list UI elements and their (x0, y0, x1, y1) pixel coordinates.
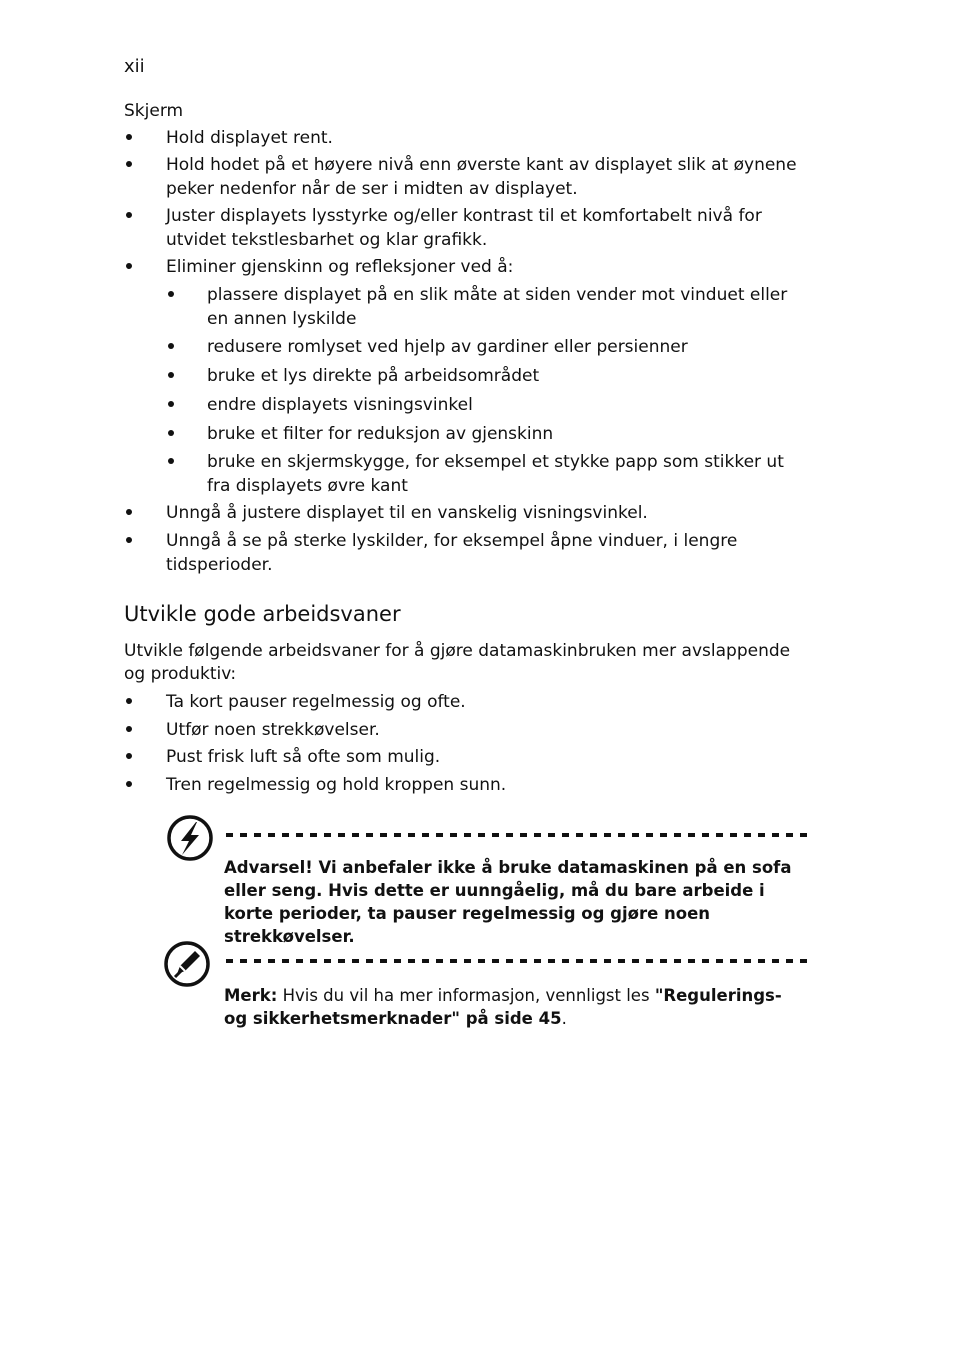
page-number: xii (124, 56, 145, 77)
bullet-dot (126, 134, 132, 140)
bullet-dot (126, 781, 132, 787)
note-label: Merk: (224, 986, 278, 1005)
list-item: Juster displayets lysstyrke og/eller kontrast til et komfortabelt nivå for utvidet tekstlesbarhet og klar grafikk. (166, 206, 762, 250)
bullet-dot (126, 212, 132, 218)
list-item: bruke et filter for reduksjon av gjenskinn (207, 424, 554, 444)
warning-lightning-icon (166, 814, 214, 867)
bullet-dot (168, 430, 174, 436)
list-item: Utfør noen strekkøvelser. (166, 720, 380, 740)
list-item: Tren regelmessig og hold kroppen sunn. (166, 775, 507, 795)
list-item: plassere displayet på en slik måte at siden vender mot vinduet eller en annen lyskilde (207, 285, 788, 329)
divider-dashed (226, 833, 808, 837)
list-item: Eliminer gjenskinn og refleksjoner ved å: (166, 257, 514, 277)
list-item: Pust frisk luft så ofte som mulig. (166, 747, 441, 767)
list-item: Unngå å se på sterke lyskilder, for eksempel åpne vinduer, i lengre tidsperioder. (166, 531, 738, 575)
list-item: Hold displayet rent. (166, 128, 333, 148)
bullet-dot (126, 263, 132, 269)
list-item: Hold hodet på et høyere nivå enn øverste kant av displayet slik at øynene peker nedenfor når de ser i midten av displayet. (166, 155, 797, 199)
bullet-dot (168, 458, 174, 464)
bullet-dot (126, 537, 132, 543)
note-pen-icon (163, 940, 211, 993)
list-item: redusere romlyset ved hjelp av gardiner eller persienner (207, 337, 688, 357)
list-item: bruke en skjermskygge, for eksempel et stykke papp som stikker ut fra displayets øvre kant (207, 452, 784, 496)
list-item: bruke et lys direkte på arbeidsområdet (207, 366, 540, 386)
list-item: endre displayets visningsvinkel (207, 395, 473, 415)
note-text: Hvis du vil ha mer informasjon, vennligst les (282, 986, 650, 1005)
bullet-dot (126, 726, 132, 732)
bullet-dot (126, 509, 132, 515)
list-item: Unngå å justere displayet til en vanskelig visningsvinkel. (166, 503, 648, 523)
intro-paragraph: Utvikle følgende arbeidsvaner for å gjøre datamaskinbruken mer avslappende og produktiv: (124, 641, 791, 684)
bullet-dot (126, 161, 132, 167)
bullet-dot (126, 698, 132, 704)
divider-dashed (226, 959, 808, 963)
note-paragraph (224, 984, 794, 1030)
section-label-screen: Skjerm (124, 101, 184, 121)
section-heading: Utvikle gode arbeidsvaner (124, 602, 401, 626)
note-end: . (561, 1009, 567, 1028)
bullet-dot (168, 372, 174, 378)
bullet-dot (168, 291, 174, 297)
warning-text: Advarsel! Vi anbefaler ikke å bruke datamaskinen på en sofa eller seng. Hvis dette er uunngåelig, må du bare arbeide i korte perioder, ta pauser regelmessig og gjøre noen strekkøvelser. (224, 858, 792, 946)
note-link[interactable]: "Regulerings- og sikkerhetsmerknader" på side 45 (224, 986, 782, 1028)
bullet-dot (168, 343, 174, 349)
list-item: Ta kort pauser regelmessig og ofte. (166, 692, 466, 712)
bullet-dot (126, 753, 132, 759)
bullet-dot (168, 401, 174, 407)
